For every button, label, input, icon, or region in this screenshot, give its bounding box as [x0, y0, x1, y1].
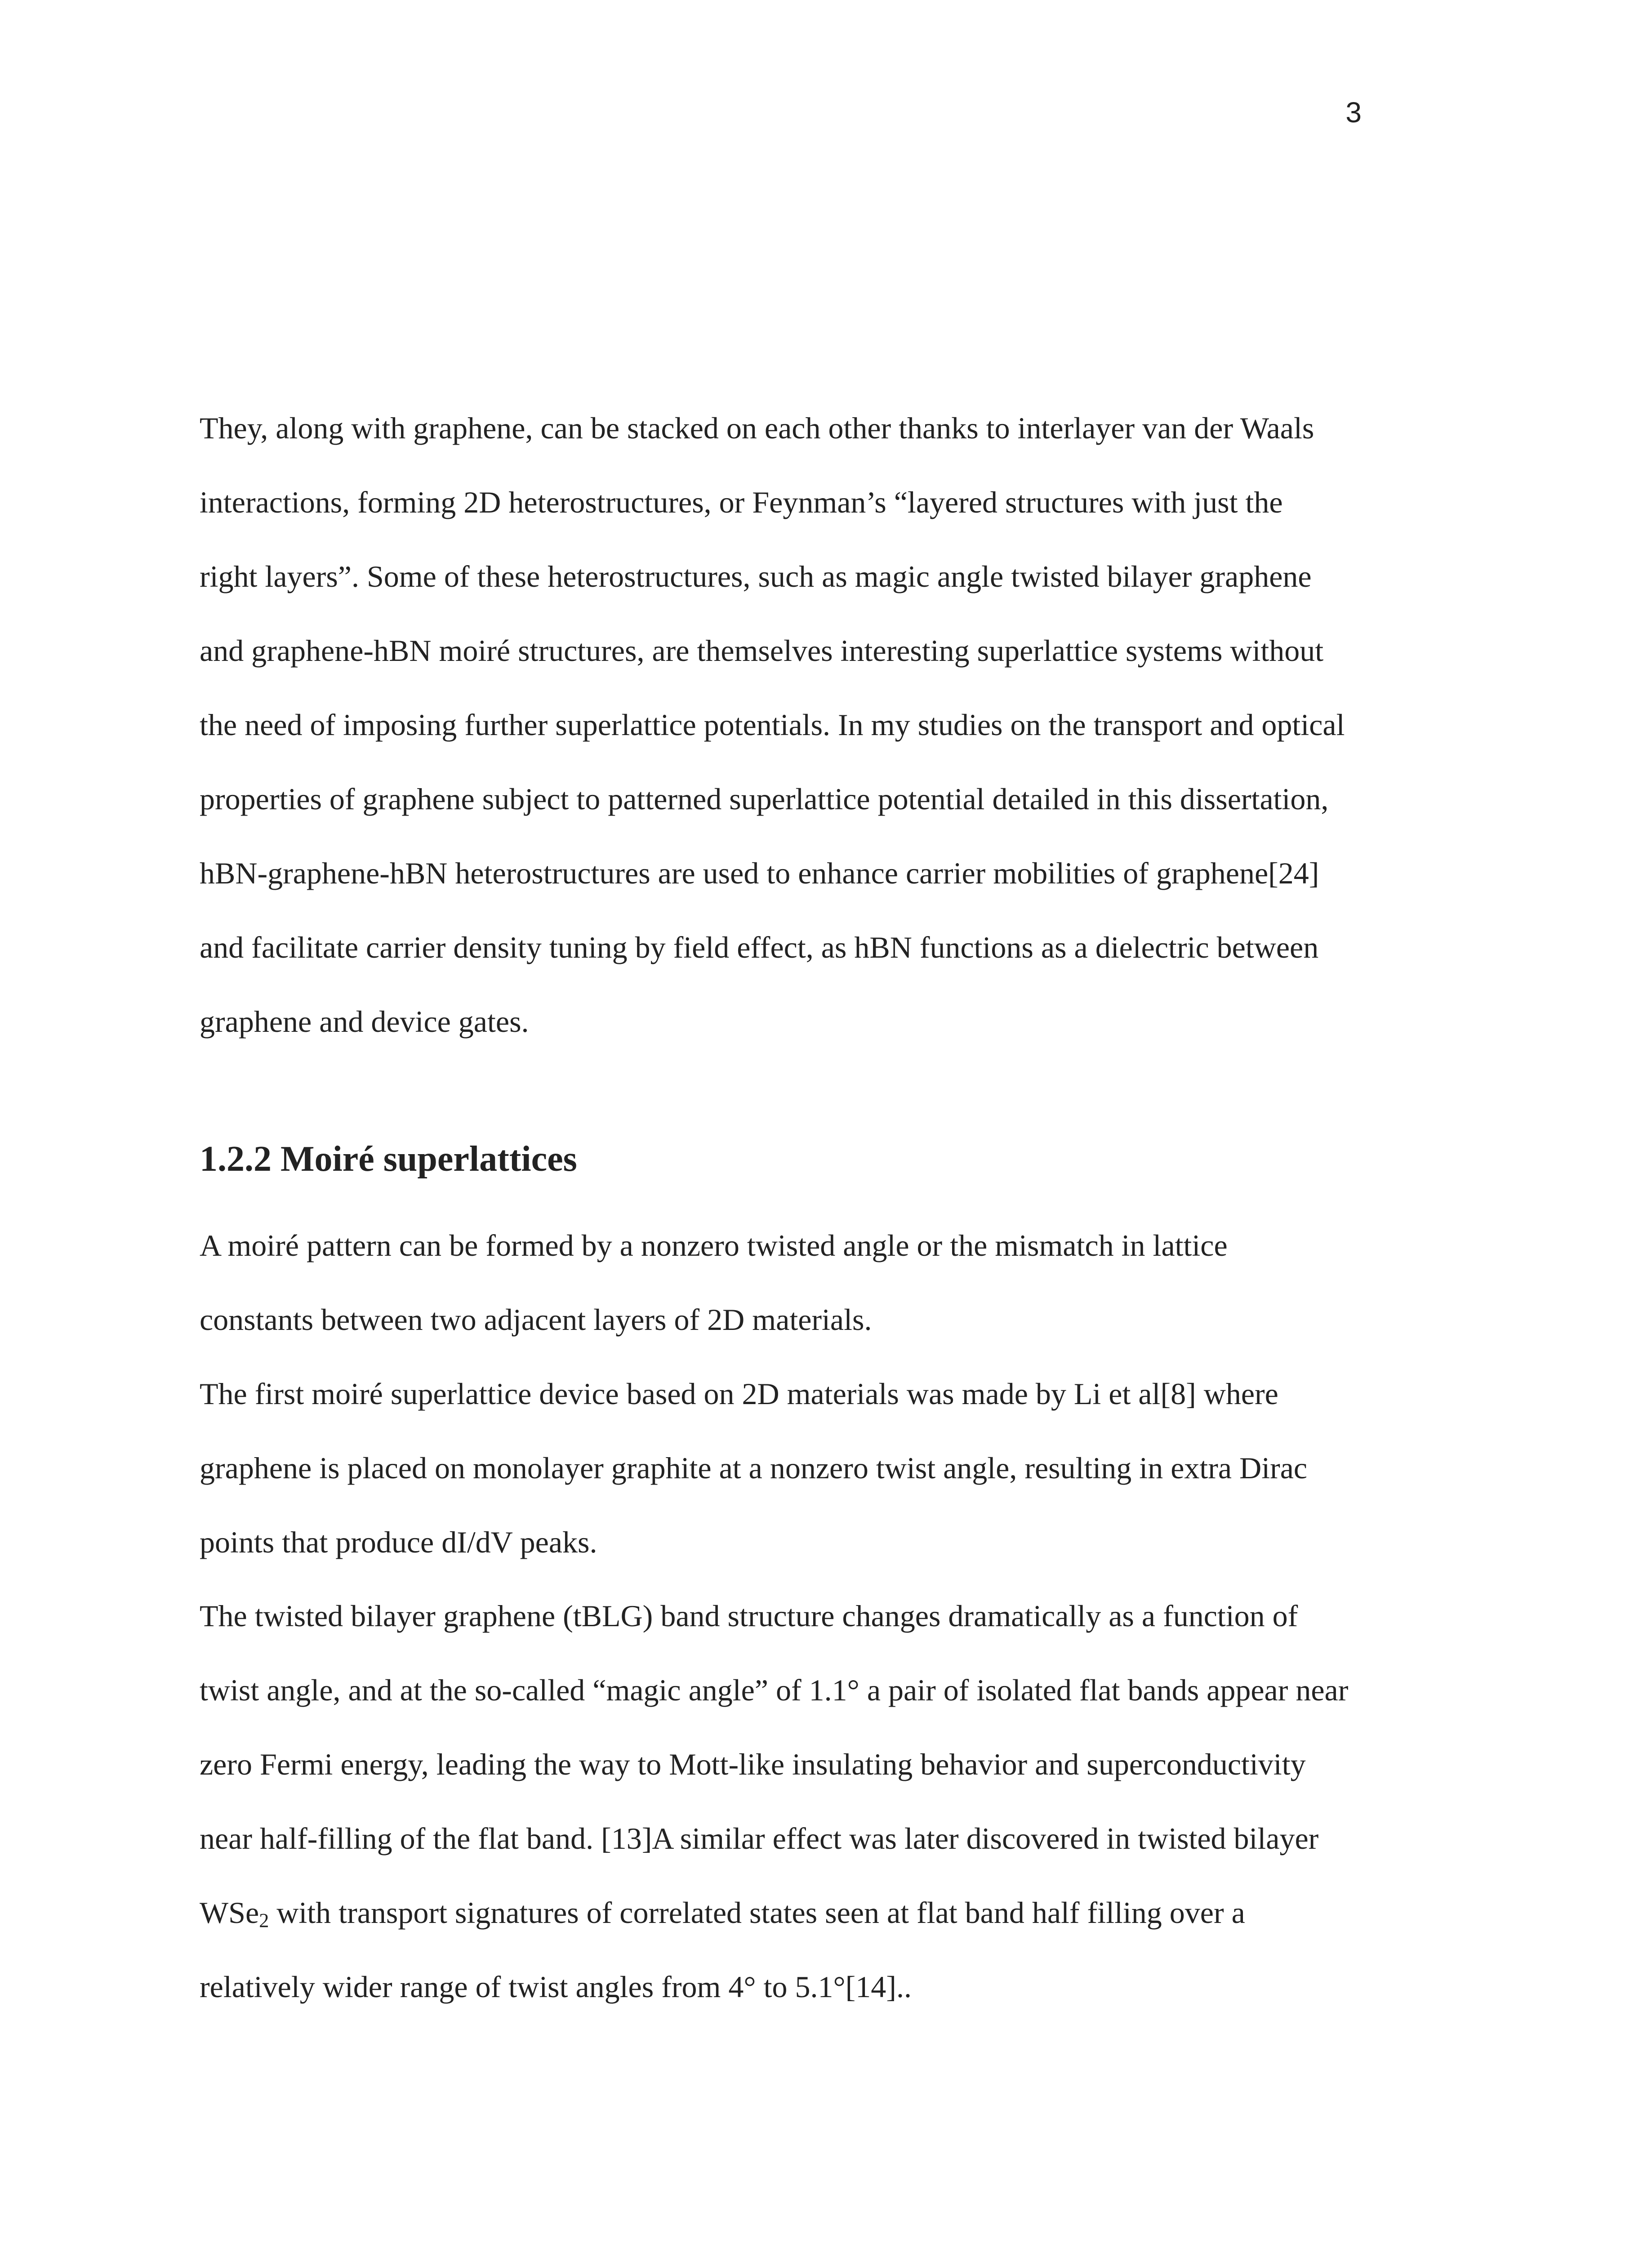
page-number: 3 [1345, 96, 1362, 129]
text-line: graphene and device gates. [200, 1004, 529, 1039]
paragraph-first-moire-device [200, 1378, 1481, 1557]
formula-text: WSe [200, 1896, 259, 1930]
text-line: graphene is placed on monolayer graphite at a nonzero twist angle, resulting in extra Dirac [200, 1451, 1308, 1485]
paragraph-twisted-bilayer-graphene [200, 1601, 1481, 2002]
text-line: near half-filling of the flat band. [13]A similar effect was later discovered in twisted bilayer [200, 1821, 1319, 1855]
section-heading-moire-superlattices: 1.2.2 Moiré superlattices [200, 1139, 577, 1179]
text-line: properties of graphene subject to patterned superlattice potential detailed in this dissertation, [200, 782, 1329, 816]
text-line: and facilitate carrier density tuning by field effect, as hBN functions as a dielectric between [200, 930, 1319, 964]
wse2-formula [200, 1896, 269, 1930]
text-line: twist angle, and at the so-called “magic angle” of 1.1° a pair of isolated flat bands appear near [200, 1673, 1349, 1707]
text-line-wse2 [200, 1896, 1481, 1931]
text-line: the need of imposing further superlattice potentials. In my studies on the transport and optical [200, 708, 1345, 742]
text-line: relatively wider range of twist angles from 4° to 5.1°[14].. [200, 1970, 912, 2004]
text-line: The first moiré superlattice device based on 2D materials was made by Li et al[8] where [200, 1377, 1278, 1411]
text-line: hBN-graphene-hBN heterostructures are used to enhance carrier mobilities of graphene[24] [200, 856, 1319, 890]
text-line: The twisted bilayer graphene (tBLG) band structure changes dramatically as a function of [200, 1599, 1298, 1633]
text-line: and graphene-hBN moiré structures, are themselves interesting superlattice systems without [200, 633, 1324, 668]
text-line: They, along with graphene, can be stacked on each other thanks to interlayer van der Waals [200, 411, 1314, 445]
text-line: points that produce dI/dV peaks. [200, 1525, 597, 1559]
formula-subscript: 2 [259, 1909, 269, 1931]
text-line: right layers”. Some of these heterostructures, such as magic angle twisted bilayer graphene [200, 559, 1312, 593]
paragraph-intro-heterostructures [200, 413, 1481, 1037]
text-line: constants between two adjacent layers of 2D materials. [200, 1302, 872, 1337]
paragraph-moire-pattern [200, 1230, 1481, 1335]
text-fragment: with transport signatures of correlated states seen at flat band half filling over a [269, 1896, 1245, 1930]
text-line: A moiré pattern can be formed by a nonzero twisted angle or the mismatch in lattice [200, 1228, 1228, 1262]
text-line: interactions, forming 2D heterostructures, or Feynman’s “layered structures with just the [200, 485, 1283, 519]
text-line: zero Fermi energy, leading the way to Mott-like insulating behavior and superconductivity [200, 1747, 1306, 1781]
